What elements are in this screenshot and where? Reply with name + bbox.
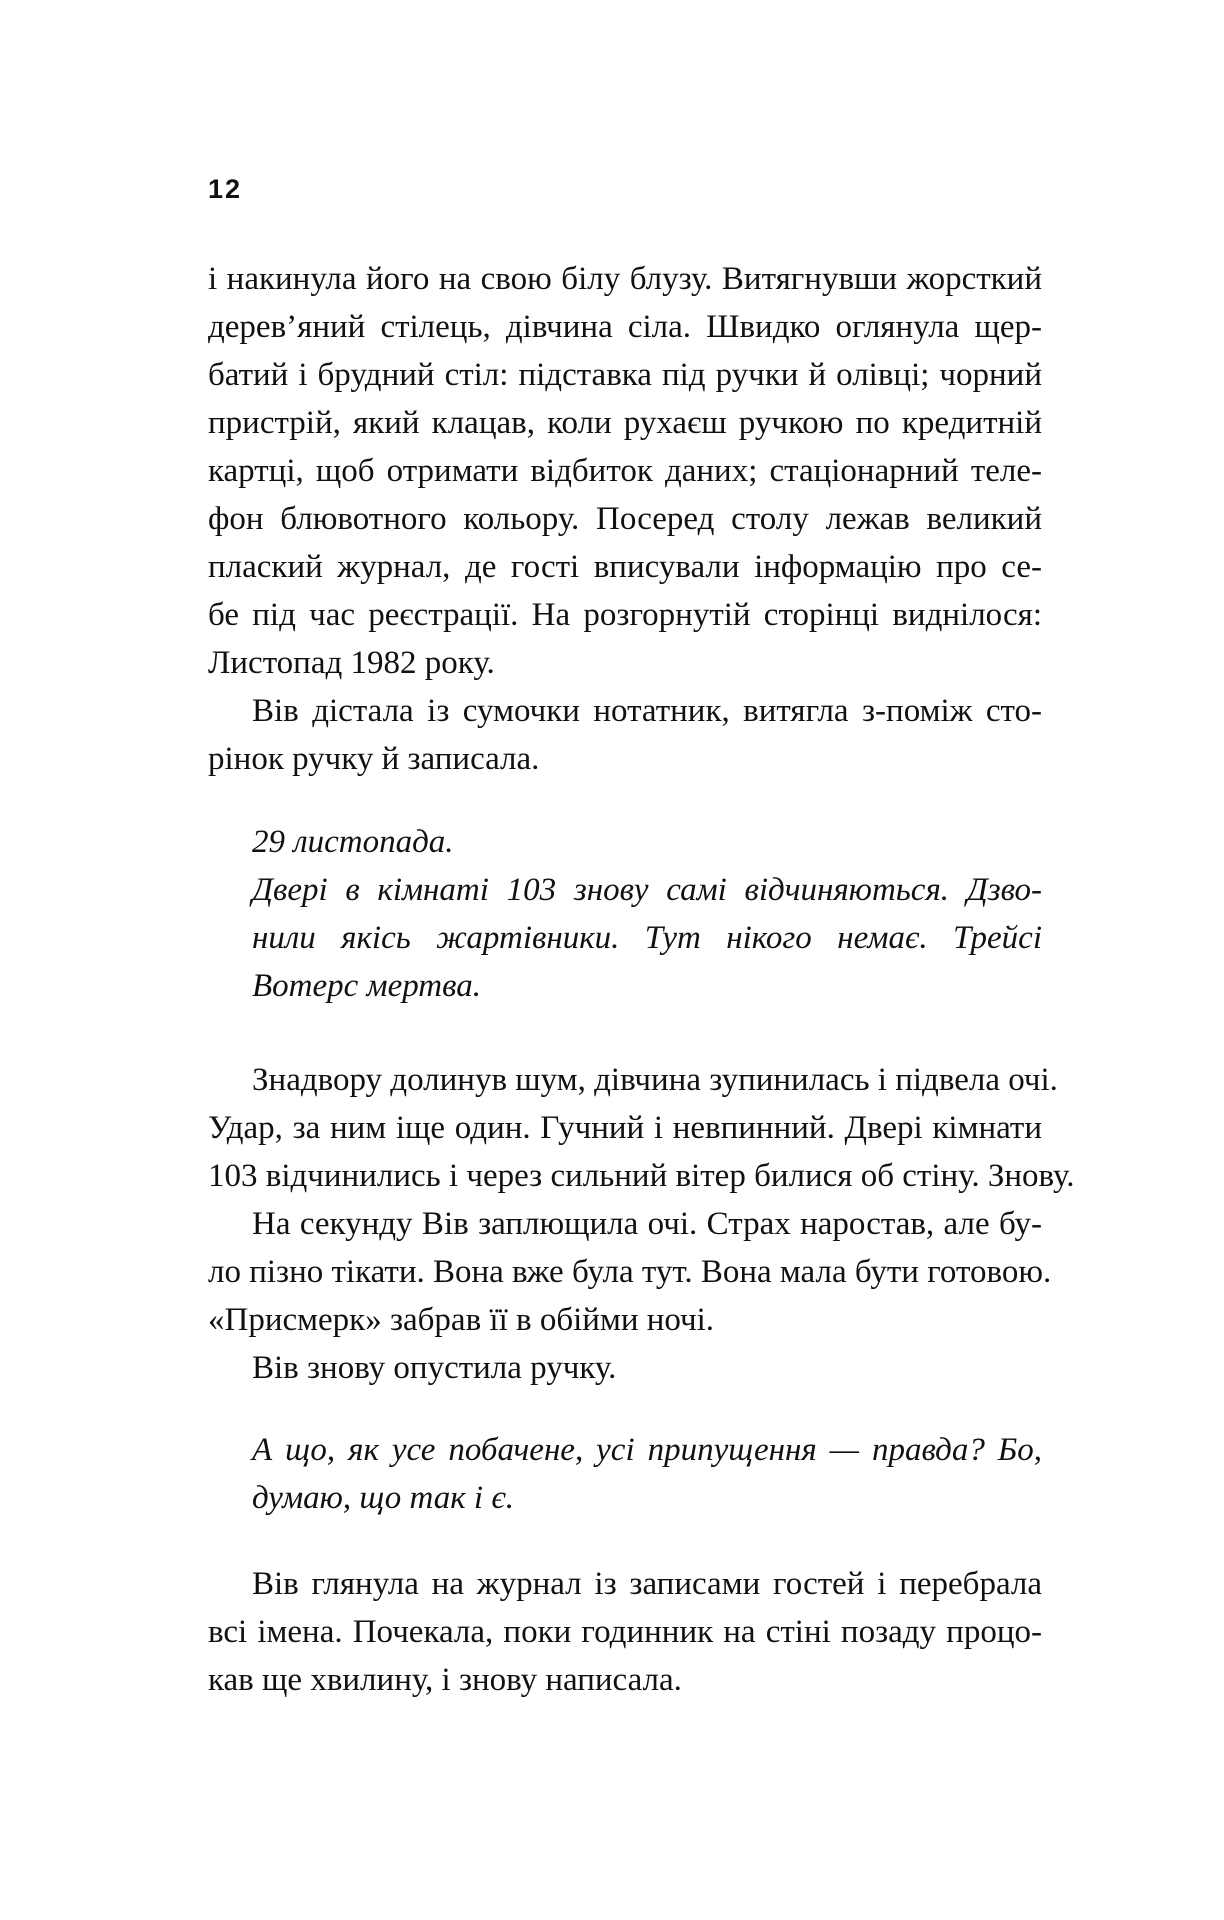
text-line: Вів знову опустила ручку. xyxy=(252,1350,617,1386)
text-line: Вотерс мертва. xyxy=(252,968,481,1004)
text-line: плаский журнал, де гості вписували інформацію про се- xyxy=(208,549,1042,585)
text-line: 103 відчинились і через сильний вітер билися об стіну. Знову. xyxy=(208,1158,1075,1194)
text-line: фон блювотного кольору. Посеред столу лежав великий xyxy=(208,501,1042,537)
text-line: всі імена. Почекала, поки годинник на стіні позаду процо- xyxy=(208,1614,1042,1650)
paragraph-2 xyxy=(208,687,1042,783)
text-line: бе під час реєстрації. На розгорнутій сторінці виднілося: xyxy=(208,597,1042,633)
text-line: картці, щоб отримати відбиток даних; стаціонарний теле- xyxy=(208,453,1042,489)
text-line: Знадвору долинув шум, дівчина зупинилась і підвела очі. xyxy=(252,1062,1058,1098)
text-line: На секунду Вів заплющила очі. Страх наростав, але бу- xyxy=(252,1206,1042,1242)
note-entry-2 xyxy=(208,1426,1042,1522)
text-line: Удар, за ним іще один. Гучний і невпинний. Двері кімнати xyxy=(208,1110,1042,1146)
page-number: 12 xyxy=(208,174,243,204)
text-line: пристрій, який клацав, коли рухаєш ручкою по кредитній xyxy=(208,405,1042,441)
paragraph-4 xyxy=(208,1560,1042,1704)
text-line: ло пізно тікати. Вона вже була тут. Вона мала бути готовою. xyxy=(208,1254,1052,1290)
text-line: батий і брудний стіл: підставка під ручки й олівці; чорний xyxy=(208,357,1042,393)
text-line: 29 листопада. xyxy=(252,824,454,860)
text-line: Вів глянула на журнал із записами гостей і перебрала xyxy=(252,1566,1042,1602)
paragraph-1 xyxy=(208,255,1042,687)
text-line: думаю, що так і є. xyxy=(252,1480,514,1516)
text-line: «Присмерк» забрав її в обійми ночі. xyxy=(208,1302,715,1338)
paragraph-3 xyxy=(208,1056,1075,1392)
text-line: Листопад 1982 року. xyxy=(208,645,495,681)
text-line: нили якісь жартівники. Тут нікого немає. Трейсі xyxy=(252,920,1042,956)
text-line: Двері в кімнаті 103 знову самі відчиняються. Дзво- xyxy=(252,872,1042,908)
text-line: кав ще хвилину, і знову написала. xyxy=(208,1662,682,1698)
text-line: рінок ручку й записала. xyxy=(208,741,540,777)
note-entry-1 xyxy=(208,818,1042,1010)
text-line: і накинула його на свою білу блузу. Витягнувши жорсткий xyxy=(208,261,1042,297)
text-line: Вів дістала із сумочки нотатник, витягла з-поміж сто- xyxy=(252,693,1042,729)
text-line: дерев’яний стілець, дівчина сіла. Швидко оглянула щер- xyxy=(208,309,1042,345)
text-line: А що, як усе побачене, усі припущення — правда? Бо, xyxy=(252,1432,1042,1468)
